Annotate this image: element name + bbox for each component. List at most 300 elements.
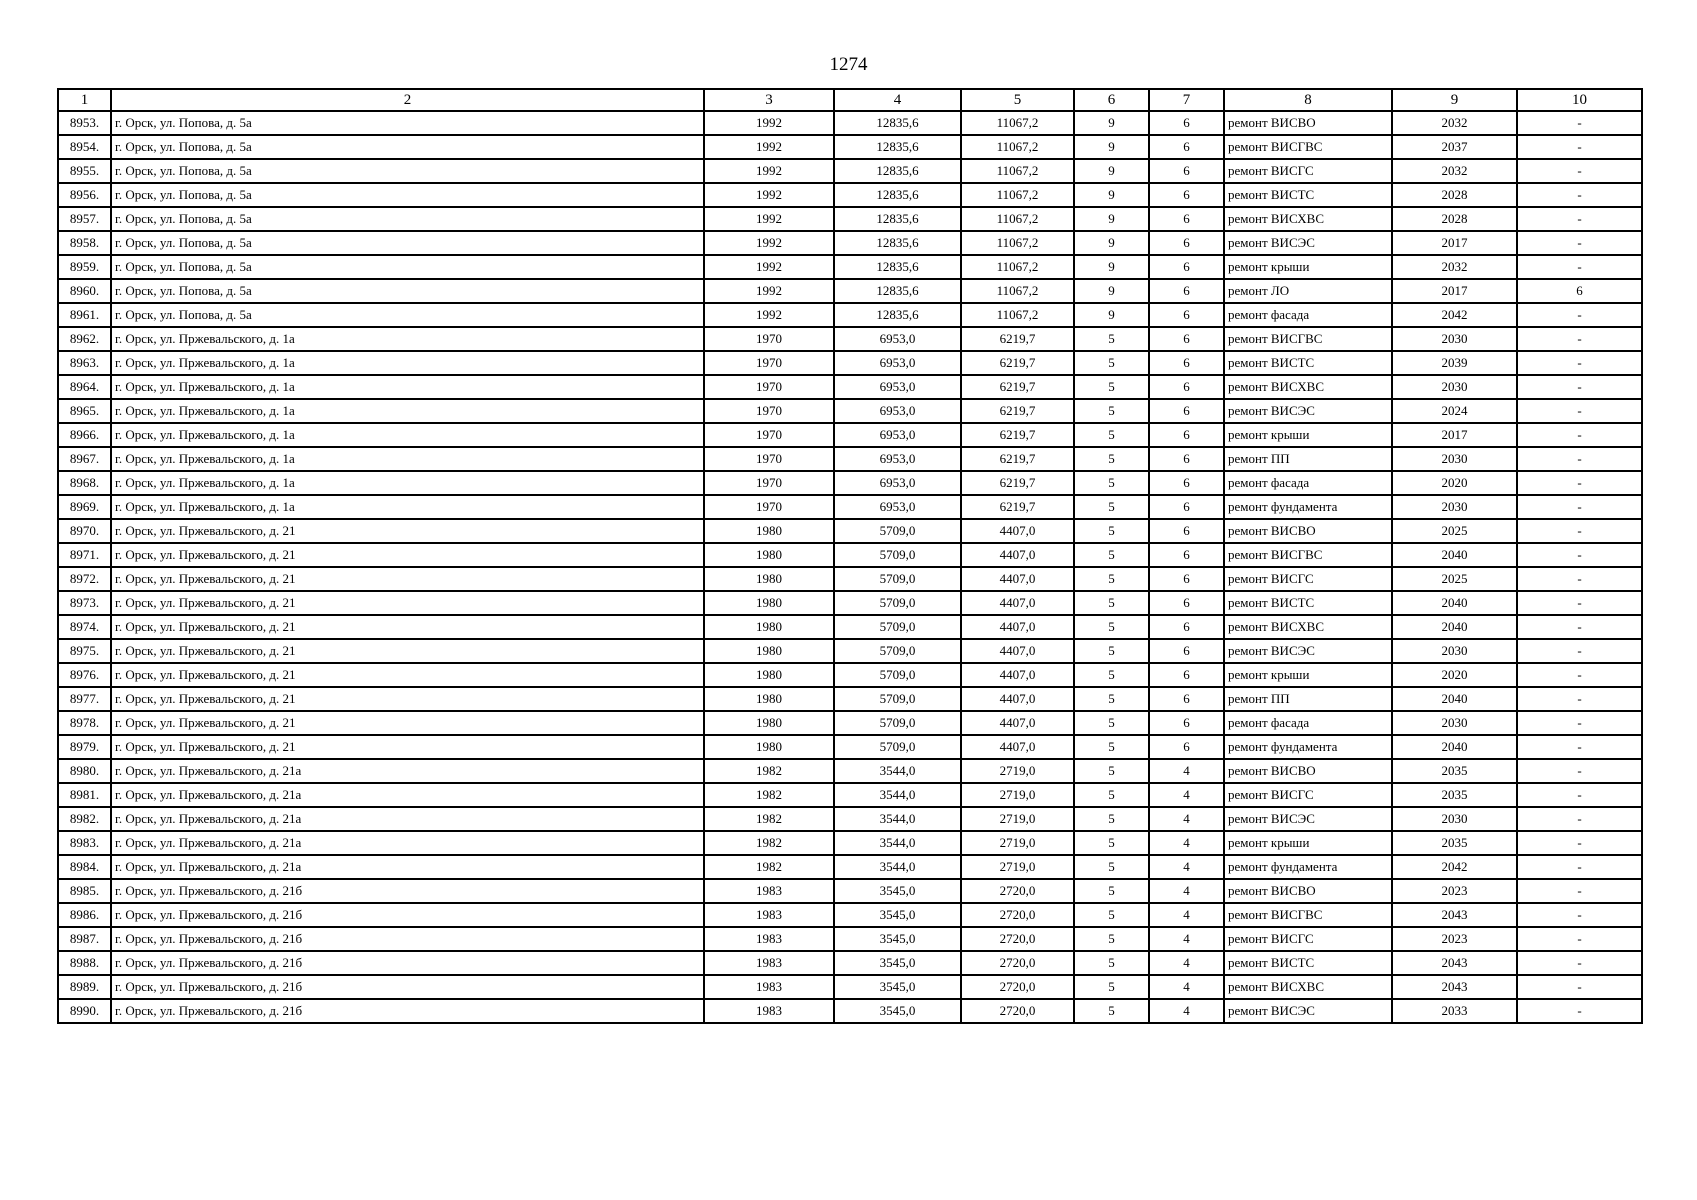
year-built-cell: 1970 (704, 495, 834, 519)
year-built-cell: 1992 (704, 207, 834, 231)
work-type-cell: ремонт ВИСВО (1224, 759, 1392, 783)
year-built-cell: 1970 (704, 351, 834, 375)
row-number-cell: 8982. (58, 807, 111, 831)
total-area-cell: 5709,0 (834, 687, 961, 711)
year-built-cell: 1980 (704, 591, 834, 615)
planned-year-cell: 2040 (1392, 735, 1517, 759)
planned-year-cell: 2035 (1392, 759, 1517, 783)
work-type-cell: ремонт ВИСТС (1224, 183, 1392, 207)
row-number-cell: 8968. (58, 471, 111, 495)
floors-cell: 5 (1074, 831, 1149, 855)
planned-year-cell: 2043 (1392, 951, 1517, 975)
table-row (58, 159, 1642, 183)
planned-year-cell: 2032 (1392, 255, 1517, 279)
address-cell: г. Орск, ул. Пржевальского, д. 1а (111, 399, 704, 423)
extra-value-cell: - (1517, 159, 1642, 183)
row-number-cell: 8981. (58, 783, 111, 807)
year-built-cell: 1970 (704, 399, 834, 423)
floors-cell: 5 (1074, 735, 1149, 759)
total-area-cell: 3545,0 (834, 999, 961, 1023)
column-header-2: 2 (111, 89, 704, 111)
table-row (58, 495, 1642, 519)
entrances-cell: 6 (1149, 615, 1224, 639)
floors-cell: 5 (1074, 927, 1149, 951)
total-area-cell: 12835,6 (834, 231, 961, 255)
living-area-cell: 4407,0 (961, 639, 1074, 663)
living-area-cell: 6219,7 (961, 327, 1074, 351)
living-area-cell: 11067,2 (961, 183, 1074, 207)
table-row (58, 999, 1642, 1023)
work-type-cell: ремонт ВИСГВС (1224, 135, 1392, 159)
floors-cell: 5 (1074, 567, 1149, 591)
year-built-cell: 1983 (704, 927, 834, 951)
table-row (58, 375, 1642, 399)
row-number-cell: 8964. (58, 375, 111, 399)
total-area-cell: 6953,0 (834, 351, 961, 375)
year-built-cell: 1970 (704, 327, 834, 351)
entrances-cell: 6 (1149, 471, 1224, 495)
total-area-cell: 6953,0 (834, 399, 961, 423)
entrances-cell: 4 (1149, 831, 1224, 855)
planned-year-cell: 2042 (1392, 303, 1517, 327)
entrances-cell: 4 (1149, 759, 1224, 783)
planned-year-cell: 2030 (1392, 495, 1517, 519)
extra-value-cell: - (1517, 615, 1642, 639)
floors-cell: 5 (1074, 951, 1149, 975)
total-area-cell: 5709,0 (834, 639, 961, 663)
extra-value-cell: - (1517, 735, 1642, 759)
address-cell: г. Орск, ул. Попова, д. 5а (111, 111, 704, 135)
table-row (58, 207, 1642, 231)
entrances-cell: 6 (1149, 639, 1224, 663)
total-area-cell: 3544,0 (834, 807, 961, 831)
total-area-cell: 5709,0 (834, 615, 961, 639)
floors-cell: 9 (1074, 111, 1149, 135)
work-type-cell: ремонт ЛО (1224, 279, 1392, 303)
extra-value-cell: - (1517, 111, 1642, 135)
planned-year-cell: 2020 (1392, 663, 1517, 687)
living-area-cell: 6219,7 (961, 471, 1074, 495)
entrances-cell: 4 (1149, 855, 1224, 879)
planned-year-cell: 2030 (1392, 327, 1517, 351)
entrances-cell: 4 (1149, 807, 1224, 831)
year-built-cell: 1992 (704, 255, 834, 279)
year-built-cell: 1980 (704, 711, 834, 735)
planned-year-cell: 2023 (1392, 879, 1517, 903)
year-built-cell: 1970 (704, 471, 834, 495)
floors-cell: 9 (1074, 159, 1149, 183)
row-number-cell: 8962. (58, 327, 111, 351)
total-area-cell: 5709,0 (834, 567, 961, 591)
work-type-cell: ремонт ПП (1224, 447, 1392, 471)
row-number-cell: 8974. (58, 615, 111, 639)
living-area-cell: 4407,0 (961, 567, 1074, 591)
extra-value-cell: - (1517, 327, 1642, 351)
column-header-7: 7 (1149, 89, 1224, 111)
total-area-cell: 3544,0 (834, 831, 961, 855)
table-row (58, 111, 1642, 135)
table-row (58, 663, 1642, 687)
planned-year-cell: 2023 (1392, 927, 1517, 951)
table-row (58, 879, 1642, 903)
total-area-cell: 12835,6 (834, 207, 961, 231)
extra-value-cell: - (1517, 975, 1642, 999)
table-row (58, 951, 1642, 975)
work-type-cell: ремонт ВИСВО (1224, 519, 1392, 543)
planned-year-cell: 2017 (1392, 423, 1517, 447)
page-number: 1274 (829, 54, 868, 75)
work-type-cell: ремонт ВИСХВС (1224, 207, 1392, 231)
row-number-cell: 8986. (58, 903, 111, 927)
living-area-cell: 2720,0 (961, 879, 1074, 903)
year-built-cell: 1982 (704, 807, 834, 831)
row-number-cell: 8958. (58, 231, 111, 255)
extra-value-cell: - (1517, 495, 1642, 519)
floors-cell: 5 (1074, 903, 1149, 927)
planned-year-cell: 2030 (1392, 711, 1517, 735)
row-number-cell: 8984. (58, 855, 111, 879)
table-row (58, 807, 1642, 831)
floors-cell: 5 (1074, 999, 1149, 1023)
address-cell: г. Орск, ул. Пржевальского, д. 21 (111, 519, 704, 543)
row-number-cell: 8956. (58, 183, 111, 207)
table-row (58, 615, 1642, 639)
work-type-cell: ремонт ВИСГС (1224, 927, 1392, 951)
work-type-cell: ремонт ВИСХВС (1224, 975, 1392, 999)
table-row (58, 351, 1642, 375)
column-header-4: 4 (834, 89, 961, 111)
address-cell: г. Орск, ул. Пржевальского, д. 21б (111, 879, 704, 903)
address-cell: г. Орск, ул. Пржевальского, д. 1а (111, 327, 704, 351)
row-number-cell: 8971. (58, 543, 111, 567)
entrances-cell: 6 (1149, 663, 1224, 687)
entrances-cell: 6 (1149, 207, 1224, 231)
row-number-cell: 8967. (58, 447, 111, 471)
living-area-cell: 2720,0 (961, 975, 1074, 999)
entrances-cell: 6 (1149, 351, 1224, 375)
table-row (58, 327, 1642, 351)
work-type-cell: ремонт фасада (1224, 303, 1392, 327)
work-type-cell: ремонт фасада (1224, 711, 1392, 735)
work-type-cell: ремонт ВИСГС (1224, 159, 1392, 183)
living-area-cell: 2719,0 (961, 783, 1074, 807)
year-built-cell: 1970 (704, 447, 834, 471)
planned-year-cell: 2033 (1392, 999, 1517, 1023)
floors-cell: 5 (1074, 711, 1149, 735)
planned-year-cell: 2030 (1392, 375, 1517, 399)
floors-cell: 5 (1074, 447, 1149, 471)
extra-value-cell: - (1517, 999, 1642, 1023)
table-row (58, 423, 1642, 447)
address-cell: г. Орск, ул. Попова, д. 5а (111, 159, 704, 183)
year-built-cell: 1992 (704, 231, 834, 255)
column-header-9: 9 (1392, 89, 1517, 111)
extra-value-cell: - (1517, 543, 1642, 567)
entrances-cell: 6 (1149, 303, 1224, 327)
entrances-cell: 6 (1149, 591, 1224, 615)
row-number-cell: 8961. (58, 303, 111, 327)
address-cell: г. Орск, ул. Пржевальского, д. 1а (111, 447, 704, 471)
row-number-cell: 8987. (58, 927, 111, 951)
table-row (58, 447, 1642, 471)
repair-schedule-table (57, 88, 1643, 1024)
extra-value-cell: - (1517, 807, 1642, 831)
entrances-cell: 6 (1149, 255, 1224, 279)
table-row (58, 927, 1642, 951)
year-built-cell: 1982 (704, 831, 834, 855)
planned-year-cell: 2035 (1392, 831, 1517, 855)
address-cell: г. Орск, ул. Попова, д. 5а (111, 135, 704, 159)
address-cell: г. Орск, ул. Пржевальского, д. 1а (111, 495, 704, 519)
floors-cell: 9 (1074, 303, 1149, 327)
table-row (58, 855, 1642, 879)
table-row (58, 831, 1642, 855)
work-type-cell: ремонт фундамента (1224, 495, 1392, 519)
planned-year-cell: 2032 (1392, 111, 1517, 135)
floors-cell: 5 (1074, 591, 1149, 615)
entrances-cell: 4 (1149, 879, 1224, 903)
table-body (58, 111, 1642, 1023)
living-area-cell: 6219,7 (961, 447, 1074, 471)
living-area-cell: 6219,7 (961, 351, 1074, 375)
table-row (58, 183, 1642, 207)
year-built-cell: 1980 (704, 567, 834, 591)
entrances-cell: 6 (1149, 423, 1224, 447)
table-row (58, 471, 1642, 495)
entrances-cell: 4 (1149, 999, 1224, 1023)
address-cell: г. Орск, ул. Пржевальского, д. 21б (111, 999, 704, 1023)
living-area-cell: 4407,0 (961, 663, 1074, 687)
work-type-cell: ремонт крыши (1224, 255, 1392, 279)
row-number-cell: 8970. (58, 519, 111, 543)
total-area-cell: 12835,6 (834, 135, 961, 159)
living-area-cell: 11067,2 (961, 279, 1074, 303)
living-area-cell: 11067,2 (961, 135, 1074, 159)
entrances-cell: 4 (1149, 783, 1224, 807)
total-area-cell: 6953,0 (834, 447, 961, 471)
row-number-cell: 8954. (58, 135, 111, 159)
address-cell: г. Орск, ул. Пржевальского, д. 21 (111, 735, 704, 759)
address-cell: г. Орск, ул. Пржевальского, д. 21а (111, 783, 704, 807)
row-number-cell: 8990. (58, 999, 111, 1023)
column-header-1: 1 (58, 89, 111, 111)
work-type-cell: ремонт ВИСГС (1224, 567, 1392, 591)
planned-year-cell: 2024 (1392, 399, 1517, 423)
address-cell: г. Орск, ул. Пржевальского, д. 21б (111, 951, 704, 975)
row-number-cell: 8963. (58, 351, 111, 375)
living-area-cell: 4407,0 (961, 519, 1074, 543)
table-row (58, 399, 1642, 423)
year-built-cell: 1992 (704, 279, 834, 303)
floors-cell: 5 (1074, 663, 1149, 687)
extra-value-cell: - (1517, 135, 1642, 159)
work-type-cell: ремонт ВИСЭС (1224, 399, 1392, 423)
address-cell: г. Орск, ул. Пржевальского, д. 21а (111, 831, 704, 855)
planned-year-cell: 2043 (1392, 903, 1517, 927)
table-row (58, 591, 1642, 615)
work-type-cell: ремонт ВИСЭС (1224, 231, 1392, 255)
floors-cell: 5 (1074, 327, 1149, 351)
work-type-cell: ремонт фундамента (1224, 735, 1392, 759)
entrances-cell: 6 (1149, 495, 1224, 519)
address-cell: г. Орск, ул. Пржевальского, д. 1а (111, 471, 704, 495)
extra-value-cell: - (1517, 255, 1642, 279)
extra-value-cell: - (1517, 903, 1642, 927)
table-row (58, 687, 1642, 711)
entrances-cell: 6 (1149, 735, 1224, 759)
entrances-cell: 6 (1149, 567, 1224, 591)
entrances-cell: 6 (1149, 447, 1224, 471)
living-area-cell: 2719,0 (961, 759, 1074, 783)
entrances-cell: 6 (1149, 327, 1224, 351)
year-built-cell: 1982 (704, 855, 834, 879)
row-number-cell: 8988. (58, 951, 111, 975)
address-cell: г. Орск, ул. Пржевальского, д. 21 (111, 591, 704, 615)
address-cell: г. Орск, ул. Пржевальского, д. 21 (111, 663, 704, 687)
extra-value-cell: - (1517, 183, 1642, 207)
entrances-cell: 6 (1149, 519, 1224, 543)
total-area-cell: 6953,0 (834, 375, 961, 399)
extra-value-cell: - (1517, 855, 1642, 879)
work-type-cell: ремонт ВИСГВС (1224, 543, 1392, 567)
living-area-cell: 2720,0 (961, 927, 1074, 951)
work-type-cell: ремонт ВИСТС (1224, 591, 1392, 615)
work-type-cell: ремонт ВИСГС (1224, 783, 1392, 807)
year-built-cell: 1982 (704, 759, 834, 783)
row-number-cell: 8985. (58, 879, 111, 903)
living-area-cell: 4407,0 (961, 735, 1074, 759)
total-area-cell: 12835,6 (834, 279, 961, 303)
work-type-cell: ремонт фундамента (1224, 855, 1392, 879)
floors-cell: 5 (1074, 759, 1149, 783)
work-type-cell: ремонт ВИСЭС (1224, 639, 1392, 663)
living-area-cell: 11067,2 (961, 207, 1074, 231)
address-cell: г. Орск, ул. Пржевальского, д. 21 (111, 687, 704, 711)
row-number-cell: 8965. (58, 399, 111, 423)
floors-cell: 9 (1074, 255, 1149, 279)
extra-value-cell: - (1517, 711, 1642, 735)
address-cell: г. Орск, ул. Пржевальского, д. 21 (111, 615, 704, 639)
extra-value-cell: - (1517, 879, 1642, 903)
floors-cell: 9 (1074, 207, 1149, 231)
floors-cell: 9 (1074, 279, 1149, 303)
extra-value-cell: - (1517, 927, 1642, 951)
extra-value-cell: - (1517, 831, 1642, 855)
entrances-cell: 6 (1149, 111, 1224, 135)
row-number-cell: 8983. (58, 831, 111, 855)
address-cell: г. Орск, ул. Пржевальского, д. 21 (111, 711, 704, 735)
floors-cell: 5 (1074, 543, 1149, 567)
row-number-cell: 8953. (58, 111, 111, 135)
header-row (58, 89, 1642, 111)
work-type-cell: ремонт ВИСТС (1224, 951, 1392, 975)
entrances-cell: 6 (1149, 159, 1224, 183)
floors-cell: 5 (1074, 351, 1149, 375)
living-area-cell: 2719,0 (961, 855, 1074, 879)
table-row (58, 783, 1642, 807)
table-row (58, 543, 1642, 567)
planned-year-cell: 2017 (1392, 279, 1517, 303)
column-header-3: 3 (704, 89, 834, 111)
table-row (58, 759, 1642, 783)
work-type-cell: ремонт ВИСХВС (1224, 615, 1392, 639)
floors-cell: 5 (1074, 519, 1149, 543)
address-cell: г. Орск, ул. Пржевальского, д. 21а (111, 855, 704, 879)
planned-year-cell: 2040 (1392, 591, 1517, 615)
living-area-cell: 6219,7 (961, 495, 1074, 519)
work-type-cell: ремонт ВИСГВС (1224, 903, 1392, 927)
total-area-cell: 3545,0 (834, 975, 961, 999)
entrances-cell: 6 (1149, 399, 1224, 423)
year-built-cell: 1982 (704, 783, 834, 807)
entrances-cell: 6 (1149, 231, 1224, 255)
planned-year-cell: 2043 (1392, 975, 1517, 999)
floors-cell: 9 (1074, 135, 1149, 159)
address-cell: г. Орск, ул. Пржевальского, д. 21б (111, 927, 704, 951)
work-type-cell: ремонт ПП (1224, 687, 1392, 711)
planned-year-cell: 2017 (1392, 231, 1517, 255)
living-area-cell: 11067,2 (961, 111, 1074, 135)
table-row (58, 519, 1642, 543)
row-number-cell: 8989. (58, 975, 111, 999)
entrances-cell: 4 (1149, 927, 1224, 951)
extra-value-cell: - (1517, 951, 1642, 975)
floors-cell: 5 (1074, 399, 1149, 423)
total-area-cell: 12835,6 (834, 303, 961, 327)
living-area-cell: 4407,0 (961, 687, 1074, 711)
planned-year-cell: 2028 (1392, 207, 1517, 231)
work-type-cell: ремонт ВИСХВС (1224, 375, 1392, 399)
floors-cell: 5 (1074, 495, 1149, 519)
year-built-cell: 1980 (704, 543, 834, 567)
year-built-cell: 1992 (704, 303, 834, 327)
floors-cell: 5 (1074, 615, 1149, 639)
living-area-cell: 2720,0 (961, 951, 1074, 975)
entrances-cell: 6 (1149, 135, 1224, 159)
address-cell: г. Орск, ул. Пржевальского, д. 21а (111, 759, 704, 783)
living-area-cell: 4407,0 (961, 615, 1074, 639)
extra-value-cell: - (1517, 567, 1642, 591)
total-area-cell: 3544,0 (834, 783, 961, 807)
address-cell: г. Орск, ул. Пржевальского, д. 1а (111, 423, 704, 447)
row-number-cell: 8976. (58, 663, 111, 687)
extra-value-cell: - (1517, 399, 1642, 423)
floors-cell: 5 (1074, 423, 1149, 447)
extra-value-cell: - (1517, 207, 1642, 231)
table-header (58, 89, 1642, 111)
column-header-8: 8 (1224, 89, 1392, 111)
planned-year-cell: 2025 (1392, 567, 1517, 591)
row-number-cell: 8960. (58, 279, 111, 303)
table-row (58, 255, 1642, 279)
column-header-6: 6 (1074, 89, 1149, 111)
living-area-cell: 4407,0 (961, 543, 1074, 567)
table-row (58, 975, 1642, 999)
total-area-cell: 5709,0 (834, 519, 961, 543)
address-cell: г. Орск, ул. Пржевальского, д. 1а (111, 351, 704, 375)
address-cell: г. Орск, ул. Пржевальского, д. 21 (111, 543, 704, 567)
total-area-cell: 12835,6 (834, 255, 961, 279)
total-area-cell: 6953,0 (834, 423, 961, 447)
living-area-cell: 2719,0 (961, 831, 1074, 855)
total-area-cell: 5709,0 (834, 663, 961, 687)
planned-year-cell: 2032 (1392, 159, 1517, 183)
entrances-cell: 4 (1149, 951, 1224, 975)
living-area-cell: 6219,7 (961, 399, 1074, 423)
total-area-cell: 6953,0 (834, 471, 961, 495)
planned-year-cell: 2040 (1392, 687, 1517, 711)
address-cell: г. Орск, ул. Пржевальского, д. 21б (111, 903, 704, 927)
